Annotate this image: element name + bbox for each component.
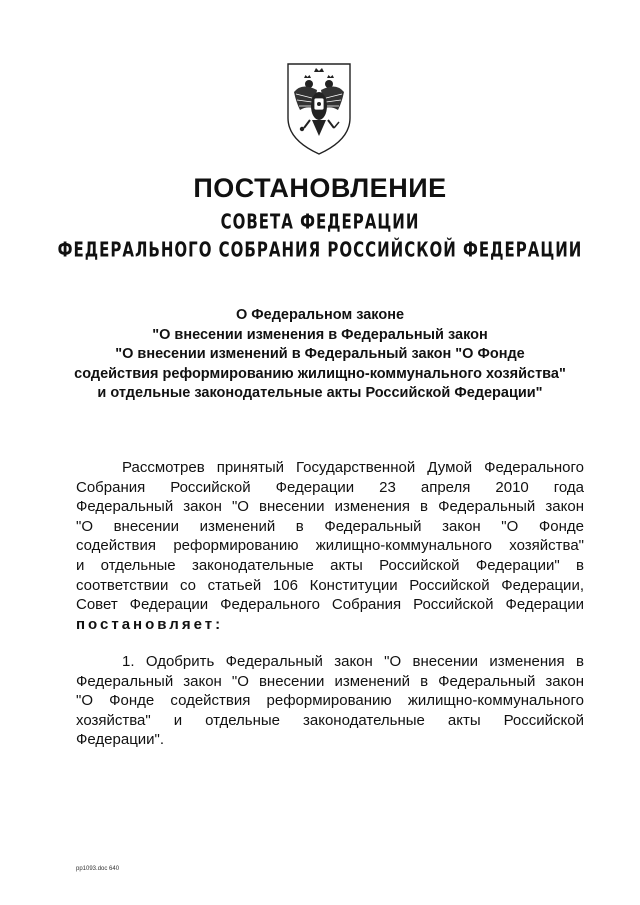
paragraph-line: Федеральный закон "О внесении изменений в Федеральный закон (76, 672, 584, 690)
paragraph-line: соответствии со статьей 106 Конституции Российской Федерации, (76, 576, 584, 594)
document-heading (60, 306, 580, 404)
issuer-line-1: СОВЕТА ФЕДЕРАЦИИ (220, 209, 420, 234)
paragraph-line: 1. Одобрить Федеральный закон "О внесении изменения в (122, 653, 584, 670)
preamble-paragraph (76, 458, 584, 634)
heading-line: "О внесении изменений в Федеральный закон "О Фонде (115, 346, 525, 362)
heading-line: "О внесении изменения в Федеральный закон (152, 326, 488, 343)
heading-line: и отдельные законодательные акты Российской Федерации" (97, 385, 543, 401)
file-reference: pp1093.doc 640 (76, 866, 120, 872)
decree-word: постановляет: (76, 615, 224, 633)
heading-line: содействия реформированию жилищно-коммунального хозяйства" (74, 365, 566, 382)
paragraph-line: "О внесении изменений в Федеральный закон "О Фонде (76, 517, 584, 535)
paragraph-line: и отдельные законодательные акты Российской Федерации" в (76, 556, 584, 574)
resolution-paragraph (76, 652, 584, 750)
russian-coat-of-arms-icon (284, 58, 354, 158)
heading-line: О Федеральном законе (235, 307, 405, 323)
paragraph-line: Федерации". (76, 731, 165, 749)
paragraph-line: "О Фонде содействия реформированию жилищно-коммунального (76, 692, 584, 710)
paragraph-line: хозяйства" и отдельные законодательные акты Российской (76, 711, 584, 729)
paragraph-line: Федеральный закон "О внесении изменения в Федеральный закон (76, 498, 584, 516)
paragraph-line: Рассмотрев принятый Государственной Думой Федерального (122, 459, 584, 476)
paragraph-line: Собрания Российской Федерации 23 апреля 2010 года (76, 478, 584, 496)
paragraph-line: содействия реформированию жилищно-коммунального хозяйства" (76, 537, 584, 555)
document-title: ПОСТАНОВЛЕНИЕ (193, 173, 447, 203)
issuer-line-2: ФЕДЕРАЛЬНОГО СОБРАНИЯ РОССИЙСКОЙ ФЕДЕРАЦИИ (57, 237, 583, 262)
paragraph-line: Совет Федерации Федерального Собрания Российской Федерации (76, 596, 584, 614)
